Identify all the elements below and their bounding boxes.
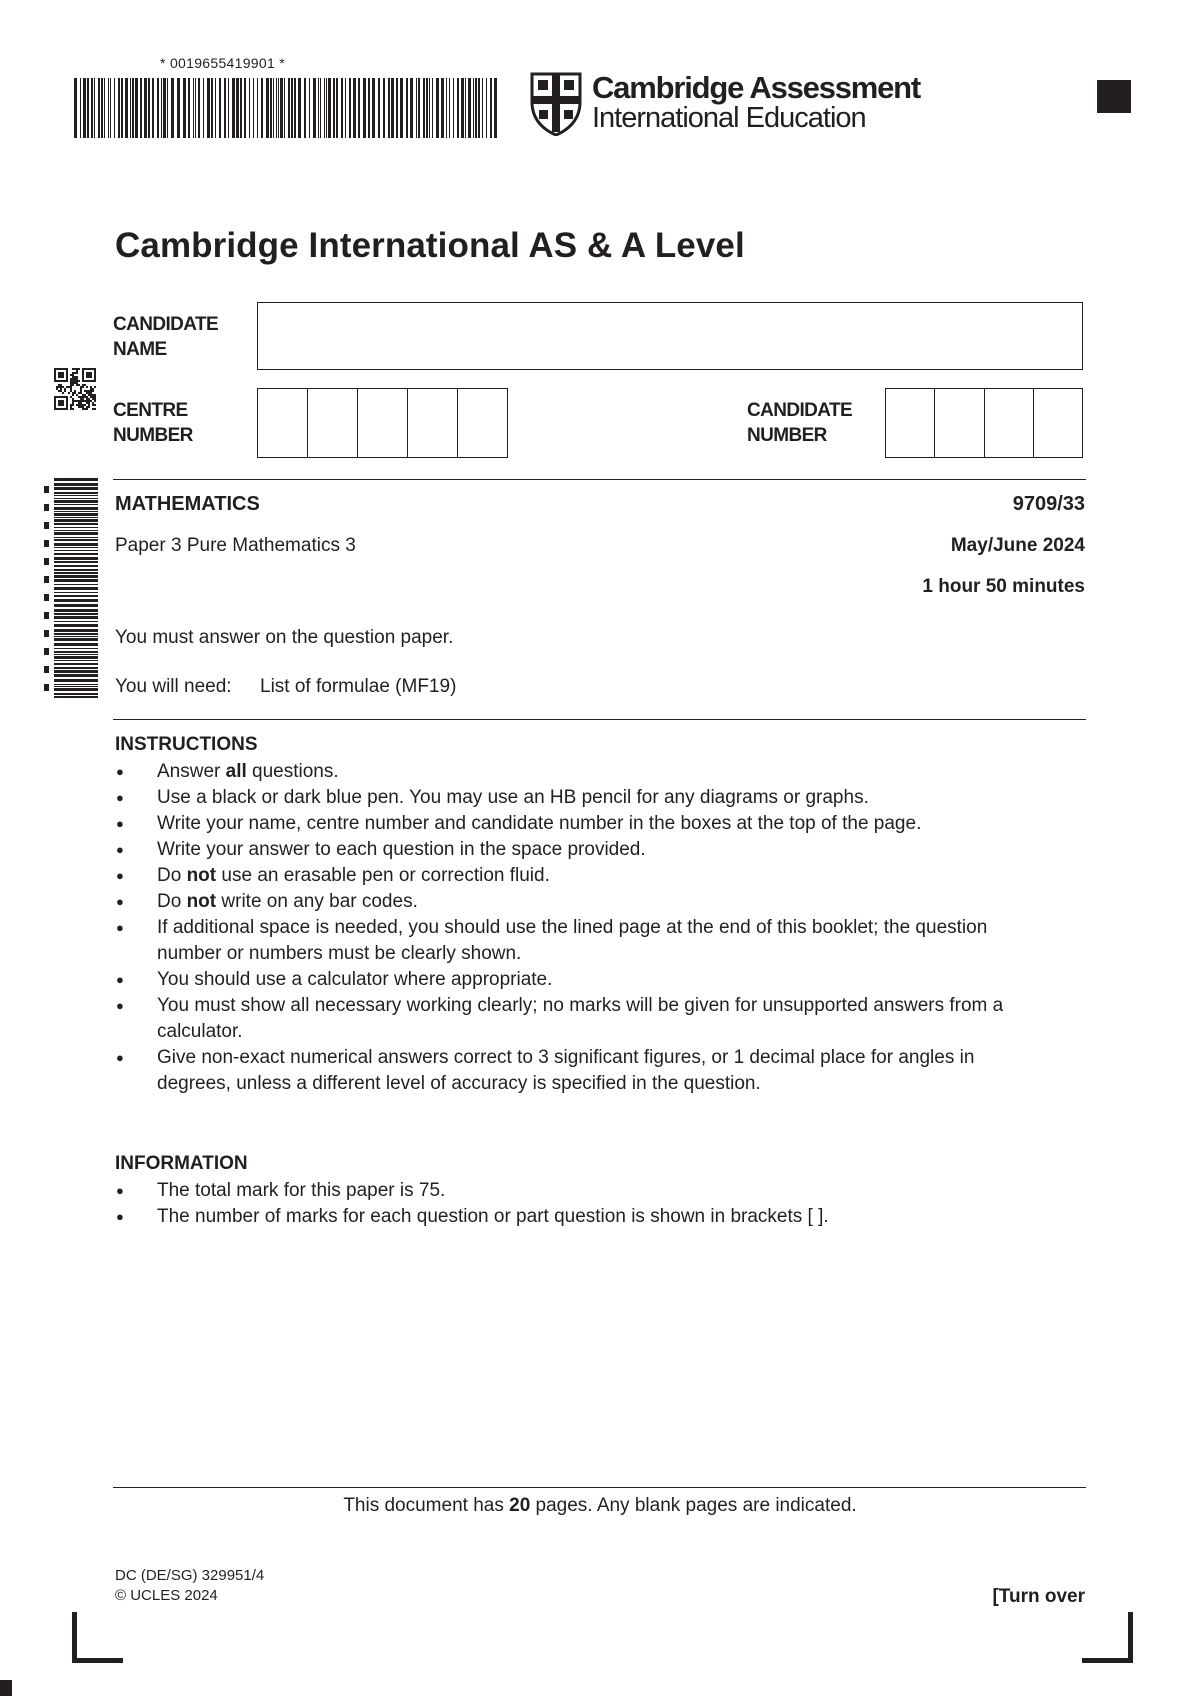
information-heading: INFORMATION bbox=[115, 1153, 248, 1174]
label-line: CANDIDATE bbox=[747, 400, 853, 421]
instruction-item bbox=[115, 811, 1045, 837]
instruction-text: Write your answer to each question in the space provided. bbox=[157, 839, 646, 860]
instruction-text: Give non-exact numerical answers correct to 3 significant figures, or 1 decimal place for angles in degrees, unless a different level of accuracy is specified in the question. bbox=[157, 1047, 975, 1094]
divider bbox=[113, 719, 1086, 720]
reference-code: DC (DE/SG) 329951/4 bbox=[115, 1567, 265, 1584]
information-item: ● The number of marks for each question or part question is shown in brackets [ ]. bbox=[115, 1204, 1045, 1230]
label-line: NUMBER bbox=[747, 425, 827, 446]
candidate-digit-box[interactable] bbox=[1034, 389, 1082, 457]
instruction-item bbox=[115, 837, 1045, 863]
instruction-item bbox=[115, 785, 1045, 811]
crop-mark-left bbox=[72, 1612, 123, 1663]
side-barcode bbox=[44, 472, 98, 700]
instruction-emphasis: not bbox=[186, 865, 217, 886]
centre-digit-box[interactable] bbox=[458, 389, 507, 457]
candidate-digit-box[interactable] bbox=[935, 389, 984, 457]
instruction-item bbox=[115, 993, 1045, 1045]
paper-code: 9709/33 bbox=[1012, 493, 1085, 515]
subject: MATHEMATICS bbox=[115, 493, 260, 515]
instruction-text: Write your name, centre number and candidate number in the boxes at the top of the page. bbox=[157, 813, 922, 834]
instruction-text: Do bbox=[157, 865, 187, 886]
candidate-number-label bbox=[747, 398, 852, 448]
barcode-number: * 0019655419901 * bbox=[160, 55, 285, 71]
paper-name: Paper 3 Pure Mathematics 3 bbox=[115, 535, 356, 556]
candidate-number-boxes bbox=[885, 388, 1083, 458]
you-will-need-label: You will need: bbox=[115, 676, 232, 697]
centre-digit-box[interactable] bbox=[358, 389, 408, 457]
instruction-text: questions. bbox=[246, 761, 339, 782]
centre-digit-box[interactable] bbox=[258, 389, 308, 457]
you-will-need-value: List of formulae (MF19) bbox=[260, 676, 457, 697]
qr-code bbox=[54, 368, 96, 410]
page-count-text: This document has bbox=[343, 1495, 510, 1516]
instruction-text: Use a black or dark blue pen. You may use an HB pencil for any diagrams or graphs. bbox=[157, 787, 869, 808]
cambridge-logo bbox=[530, 70, 921, 140]
instruction-item bbox=[115, 915, 1045, 967]
centre-digit-box[interactable] bbox=[408, 389, 458, 457]
label-line: NUMBER bbox=[113, 425, 193, 446]
answer-note: You must answer on the question paper. bbox=[115, 627, 454, 648]
instruction-emphasis: all bbox=[225, 761, 247, 782]
instruction-item bbox=[115, 889, 1045, 915]
candidate-name-label bbox=[113, 312, 218, 362]
instruction-text: write on any bar codes. bbox=[216, 891, 418, 912]
page-count-text: pages. Any blank pages are indicated. bbox=[530, 1495, 857, 1516]
information-item: ● The total mark for this paper is 75. bbox=[115, 1178, 1045, 1204]
instruction-text: If additional space is needed, you should use the lined page at the end of this booklet; the question number or numbers must be clearly shown. bbox=[157, 917, 988, 964]
edge-mark bbox=[0, 1680, 12, 1696]
instruction-text: You should use a calculator where appropriate. bbox=[157, 969, 553, 990]
candidate-digit-box[interactable] bbox=[985, 389, 1034, 457]
divider bbox=[113, 479, 1086, 480]
centre-number-boxes bbox=[257, 388, 508, 458]
logo-text-line2: International Education bbox=[592, 102, 866, 134]
crest-icon bbox=[530, 72, 582, 136]
exam-title: Cambridge International AS & A Level bbox=[115, 226, 745, 265]
label-line: CANDIDATE bbox=[113, 314, 219, 335]
instruction-text: Do bbox=[157, 891, 187, 912]
centre-digit-box[interactable] bbox=[308, 389, 358, 457]
instructions-list bbox=[115, 759, 1045, 1097]
crop-mark-right bbox=[1082, 1612, 1133, 1663]
page-count-note bbox=[0, 1495, 1200, 1517]
candidate-name-box[interactable] bbox=[257, 302, 1083, 370]
exam-session: May/June 2024 bbox=[950, 535, 1085, 556]
centre-number-label bbox=[113, 398, 193, 448]
instruction-item bbox=[115, 759, 1045, 785]
turn-over: [Turn over bbox=[992, 1586, 1085, 1607]
label-line: NAME bbox=[113, 339, 167, 360]
document-reference bbox=[115, 1566, 264, 1606]
instruction-text: You must show all necessary working clearly; no marks will be given for unsupported answers from a calculator. bbox=[157, 995, 1004, 1042]
page-count: 20 bbox=[509, 1495, 531, 1516]
information-list bbox=[115, 1178, 1045, 1230]
copyright: © UCLES 2024 bbox=[115, 1587, 218, 1604]
instruction-emphasis: not bbox=[186, 891, 217, 912]
label-line: CENTRE bbox=[113, 400, 188, 421]
logo-text-line1: Cambridge Assessment bbox=[592, 70, 921, 105]
candidate-digit-box[interactable] bbox=[886, 389, 935, 457]
exam-duration: 1 hour 50 minutes bbox=[922, 576, 1085, 597]
divider bbox=[113, 1487, 1086, 1488]
instruction-item bbox=[115, 967, 1045, 993]
registration-square bbox=[1097, 80, 1131, 113]
instruction-text: Answer bbox=[157, 761, 226, 782]
instruction-item bbox=[115, 863, 1045, 889]
candidate-barcode bbox=[74, 78, 502, 138]
instruction-text: use an erasable pen or correction fluid. bbox=[216, 865, 550, 886]
instruction-item bbox=[115, 1045, 1045, 1097]
instructions-heading: INSTRUCTIONS bbox=[115, 734, 258, 755]
